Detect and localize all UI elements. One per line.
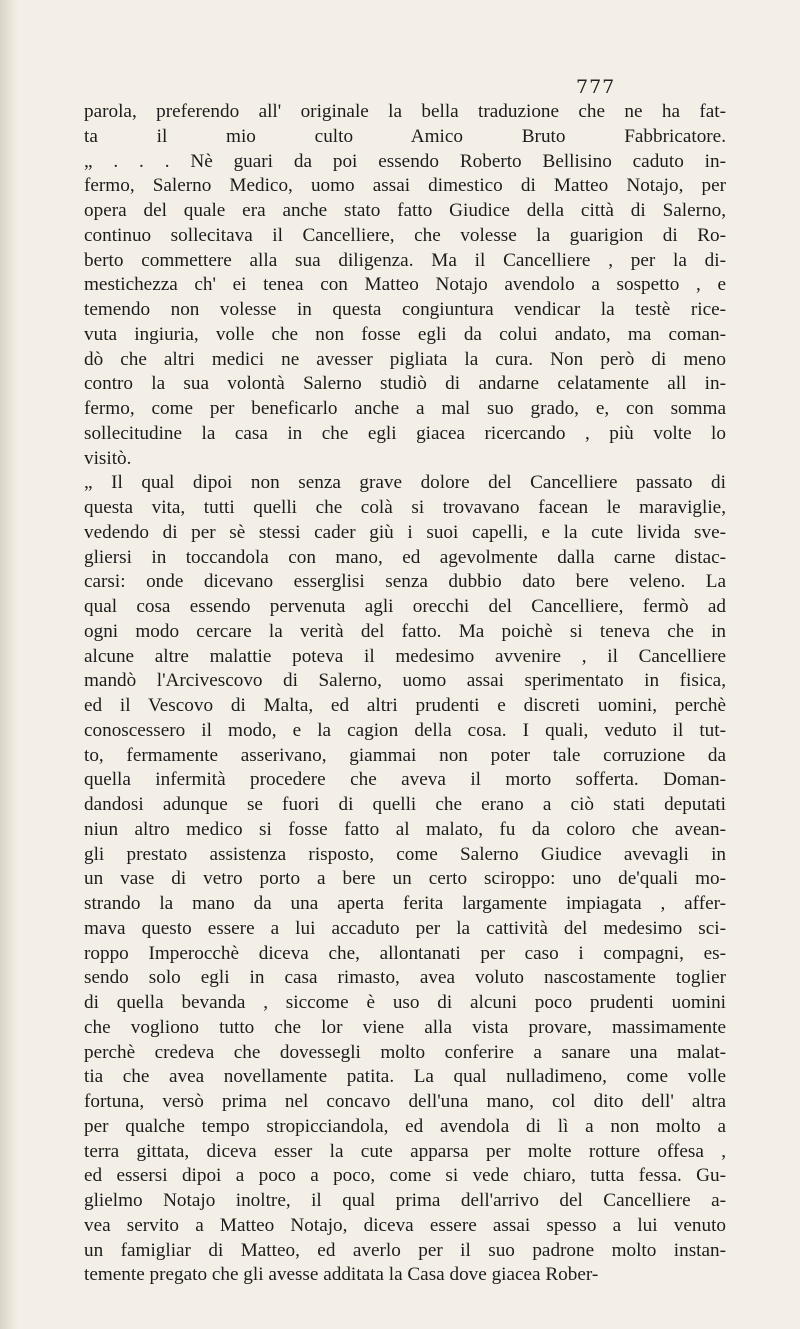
text-line: questa vita, tutti quelli che colà si trovavano facean le maraviglie, bbox=[84, 497, 726, 518]
text-line: parola, preferendo all' originale la bella traduzione che ne ha fat- bbox=[84, 101, 726, 122]
paragraph bbox=[84, 100, 726, 471]
page-spine-shadow bbox=[0, 0, 18, 1329]
text-line: fermo, come per beneficarlo anche a mal suo grado, e, con somma bbox=[84, 398, 726, 419]
text-line: „ . . . Nè guari da poi essendo Roberto Bellisino caduto in- bbox=[84, 150, 726, 172]
text-line: ed essersi dipoi a poco a poco, come si vede chiaro, tutta fessa. Gu- bbox=[84, 1165, 726, 1187]
text-line: „ Il qual dipoi non senza grave dolore del Cancelliere passato di bbox=[84, 472, 726, 494]
text-line: dò che altri medici ne avesser pigliata la cura. Non però di meno bbox=[84, 348, 726, 370]
text-line: qual cosa essendo pervenuta agli orecchi del Cancelliere, fermò ad bbox=[84, 596, 726, 617]
text-line: strando la mano da una aperta ferita largamente impiagata , affer- bbox=[84, 893, 726, 914]
text-line: continuo sollecitava il Cancelliere, che volesse la guarigion di Ro- bbox=[84, 224, 726, 246]
text-line: tia che avea novellamente patita. La qual nulladimeno, come volle bbox=[84, 1066, 726, 1088]
text-line: vea servito a Matteo Notajo, diceva essere assai spesso a lui venuto bbox=[84, 1214, 726, 1236]
text-line: per qualche tempo stropicciandola, ed avendola di lì a non molto a bbox=[84, 1115, 726, 1137]
text-line: alcune altre malattie poteva il medesimo avvenire , il Cancelliere bbox=[84, 645, 726, 667]
text-line: perchè credeva che dovessegli molto conferire a sanare una malat- bbox=[84, 1041, 726, 1063]
text-line: conoscessero il modo, e la cagion della cosa. I quali, veduto il tut- bbox=[84, 719, 726, 741]
text-line: dandosi adunque se fuori di quelli che erano a ciò stati deputati bbox=[84, 794, 726, 815]
text-line: contro la sua volontà Salerno studiò di andarne celatamente all in- bbox=[84, 373, 726, 395]
text-line: un famigliar di Matteo, ed averlo per il suo padrone molto instan- bbox=[84, 1239, 726, 1261]
text-line: che vogliono tutto che lor viene alla vista provare, massimamente bbox=[84, 1016, 726, 1038]
text-line: sendo solo egli in casa rimasto, avea voluto nascostamente toglier bbox=[84, 967, 726, 989]
text-line: mestichezza ch' ei tenea con Matteo Notajo avendolo a sospetto , e bbox=[84, 274, 726, 296]
text-line: gli prestato assistenza risposto, come Salerno Giudice avevagli in bbox=[84, 843, 726, 865]
text-line: temente pregato che gli avesse additata la Casa dove giacea Rober- bbox=[84, 1264, 599, 1286]
text-line: vuta ingiuria, volle che non fosse egli da colui andato, ma coman- bbox=[84, 323, 726, 345]
text-line: fortuna, versò prima nel concavo dell'una mano, col dito dell' altra bbox=[84, 1091, 726, 1112]
text-line: carsi: onde dicevano esserglisi senza dubbio dato bere veleno. La bbox=[84, 571, 726, 593]
body-text bbox=[84, 100, 726, 1288]
text-line: di quella bevanda , siccome è uso di alcuni poco prudenti uomini bbox=[84, 992, 726, 1013]
text-line: terra gittata, diceva esser la cute apparsa per molte rotture offesa , bbox=[84, 1140, 726, 1162]
text-line: ta il mio culto Amico Bruto Fabbricatore. bbox=[84, 125, 726, 147]
text-line: fermo, Salerno Medico, uomo assai dimestico di Matteo Notajo, per bbox=[84, 175, 726, 197]
text-line: vedendo di per sè stessi cader giù i suoi capelli, e la cute livida sve- bbox=[84, 521, 726, 543]
text-line: mandò l'Arcivescovo di Salerno, uomo assai sperimentato in fisica, bbox=[84, 670, 726, 692]
text-line: glielmo Notajo inoltre, il qual prima dell'arrivo del Cancelliere a- bbox=[84, 1190, 726, 1211]
text-line: to, fermamente asserivano, giammai non poter tale corruzione da bbox=[84, 744, 726, 766]
text-line: ed il Vescovo di Malta, ed altri prudenti e discreti uomini, perchè bbox=[84, 695, 726, 716]
page-number: 777 bbox=[576, 76, 616, 98]
paragraph bbox=[84, 471, 726, 1288]
text-line: roppo Imperocchè diceva che, allontanati per caso i compagni, es- bbox=[84, 942, 726, 964]
text-line: visitò. bbox=[84, 447, 132, 469]
text-line: niun altro medico si fosse fatto al malato, fu da coloro che avean- bbox=[84, 818, 726, 840]
text-line: ogni modo cercare la verità del fatto. Ma poichè si teneva che in bbox=[84, 620, 726, 642]
text-line: gliersi in toccandola con mano, ed agevolmente dalla carne distac- bbox=[84, 546, 726, 568]
text-line: berto commettere alla sua diligenza. Ma il Cancelliere , per la di- bbox=[84, 249, 726, 271]
text-line: opera del quale era anche stato fatto Giudice della città di Salerno, bbox=[84, 200, 726, 221]
text-line: sollecitudine la casa in che egli giacea ricercando , più volte lo bbox=[84, 422, 726, 444]
text-line: mava questo essere a lui accaduto per la cattività del medesimo sci- bbox=[84, 917, 726, 939]
text-line: un vase di vetro porto a bere un certo sciroppo: uno de'quali mo- bbox=[84, 868, 726, 890]
text-line: quella infermità procedere che aveva il morto sofferta. Doman- bbox=[84, 769, 726, 791]
text-line: temendo non volesse in questa congiuntura vendicar la testè rice- bbox=[84, 299, 726, 320]
